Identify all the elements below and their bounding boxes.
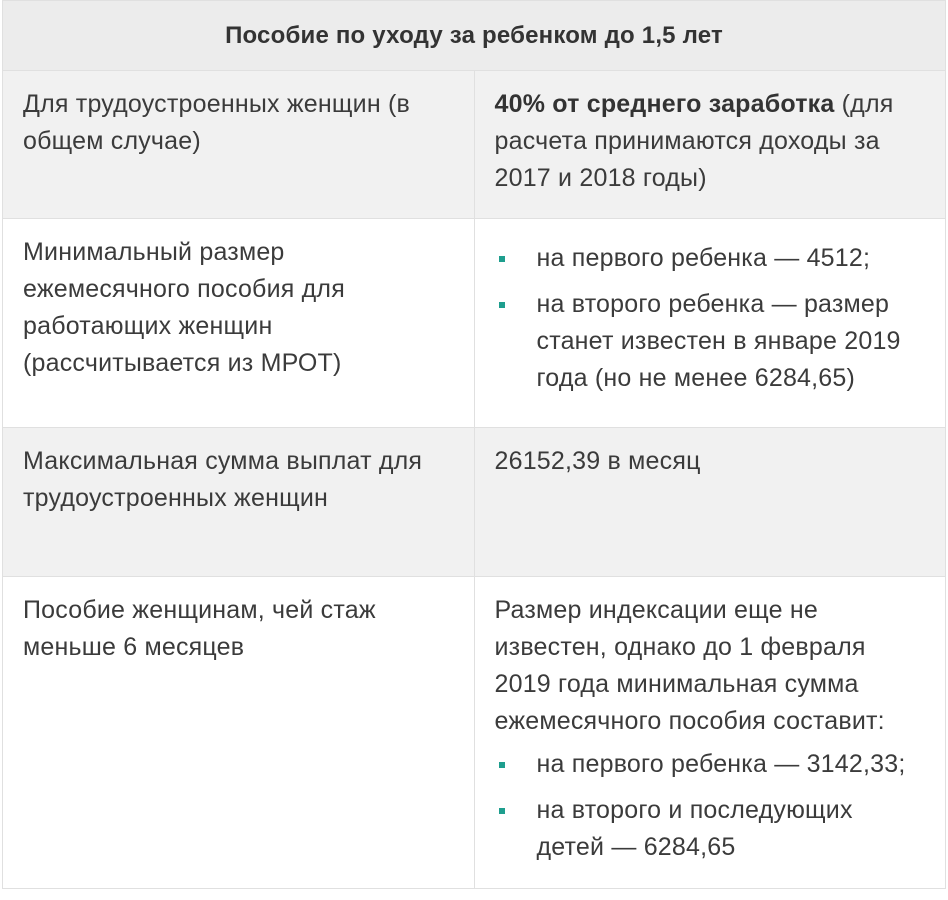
- row-value: [474, 219, 946, 428]
- row-label: Максимальная сумма выплат для трудоустроенных женщин: [3, 428, 475, 577]
- row-value-bold: 40% от среднего заработка: [494, 90, 835, 118]
- bullet-icon: [499, 256, 505, 262]
- bullet-icon: [499, 808, 505, 814]
- list-item-text: на второго ребенка — размер станет известен в январе 2019 года (но не менее 6284,65): [536, 290, 901, 392]
- table-row: [3, 577, 946, 889]
- row-value: [474, 71, 946, 219]
- table-header-row: [3, 1, 946, 71]
- table-title: Пособие по уходу за ребенком до 1,5 лет: [3, 1, 946, 71]
- row-label: Минимальный размер ежемесячного пособия для работающих женщин (рассчитывается из МРОТ): [3, 219, 475, 428]
- list-item: [495, 286, 926, 397]
- row-label: Для трудоустроенных женщин (в общем случае): [3, 71, 475, 219]
- bullet-list: [495, 746, 926, 866]
- row-value-text: Размер индексации еще не известен, однако до 1 февраля 2019 года минимальная сумма ежемесячного пособия составит:: [494, 596, 885, 735]
- row-value: 26152,39 в месяц: [474, 428, 946, 577]
- list-item: [495, 792, 926, 866]
- bullet-list: [495, 240, 926, 397]
- list-item: [495, 746, 926, 783]
- list-item: [495, 240, 926, 277]
- benefits-table: [2, 0, 946, 889]
- list-item-text: на второго и последующих детей — 6284,65: [536, 796, 853, 861]
- row-label: Пособие женщинам, чей стаж меньше 6 месяцев: [3, 577, 475, 889]
- list-item-text: на первого ребенка — 4512;: [536, 244, 871, 272]
- list-item-text: на первого ребенка — 3142,33;: [536, 750, 906, 778]
- bullet-icon: [499, 762, 505, 768]
- row-value: [474, 577, 946, 889]
- bullet-icon: [499, 302, 505, 308]
- table-row: [3, 428, 946, 577]
- table-row: [3, 219, 946, 428]
- row-value-text: (для расчета принимаются доходы за 2017 и 2018 годы): [494, 90, 894, 192]
- table-row: [3, 71, 946, 219]
